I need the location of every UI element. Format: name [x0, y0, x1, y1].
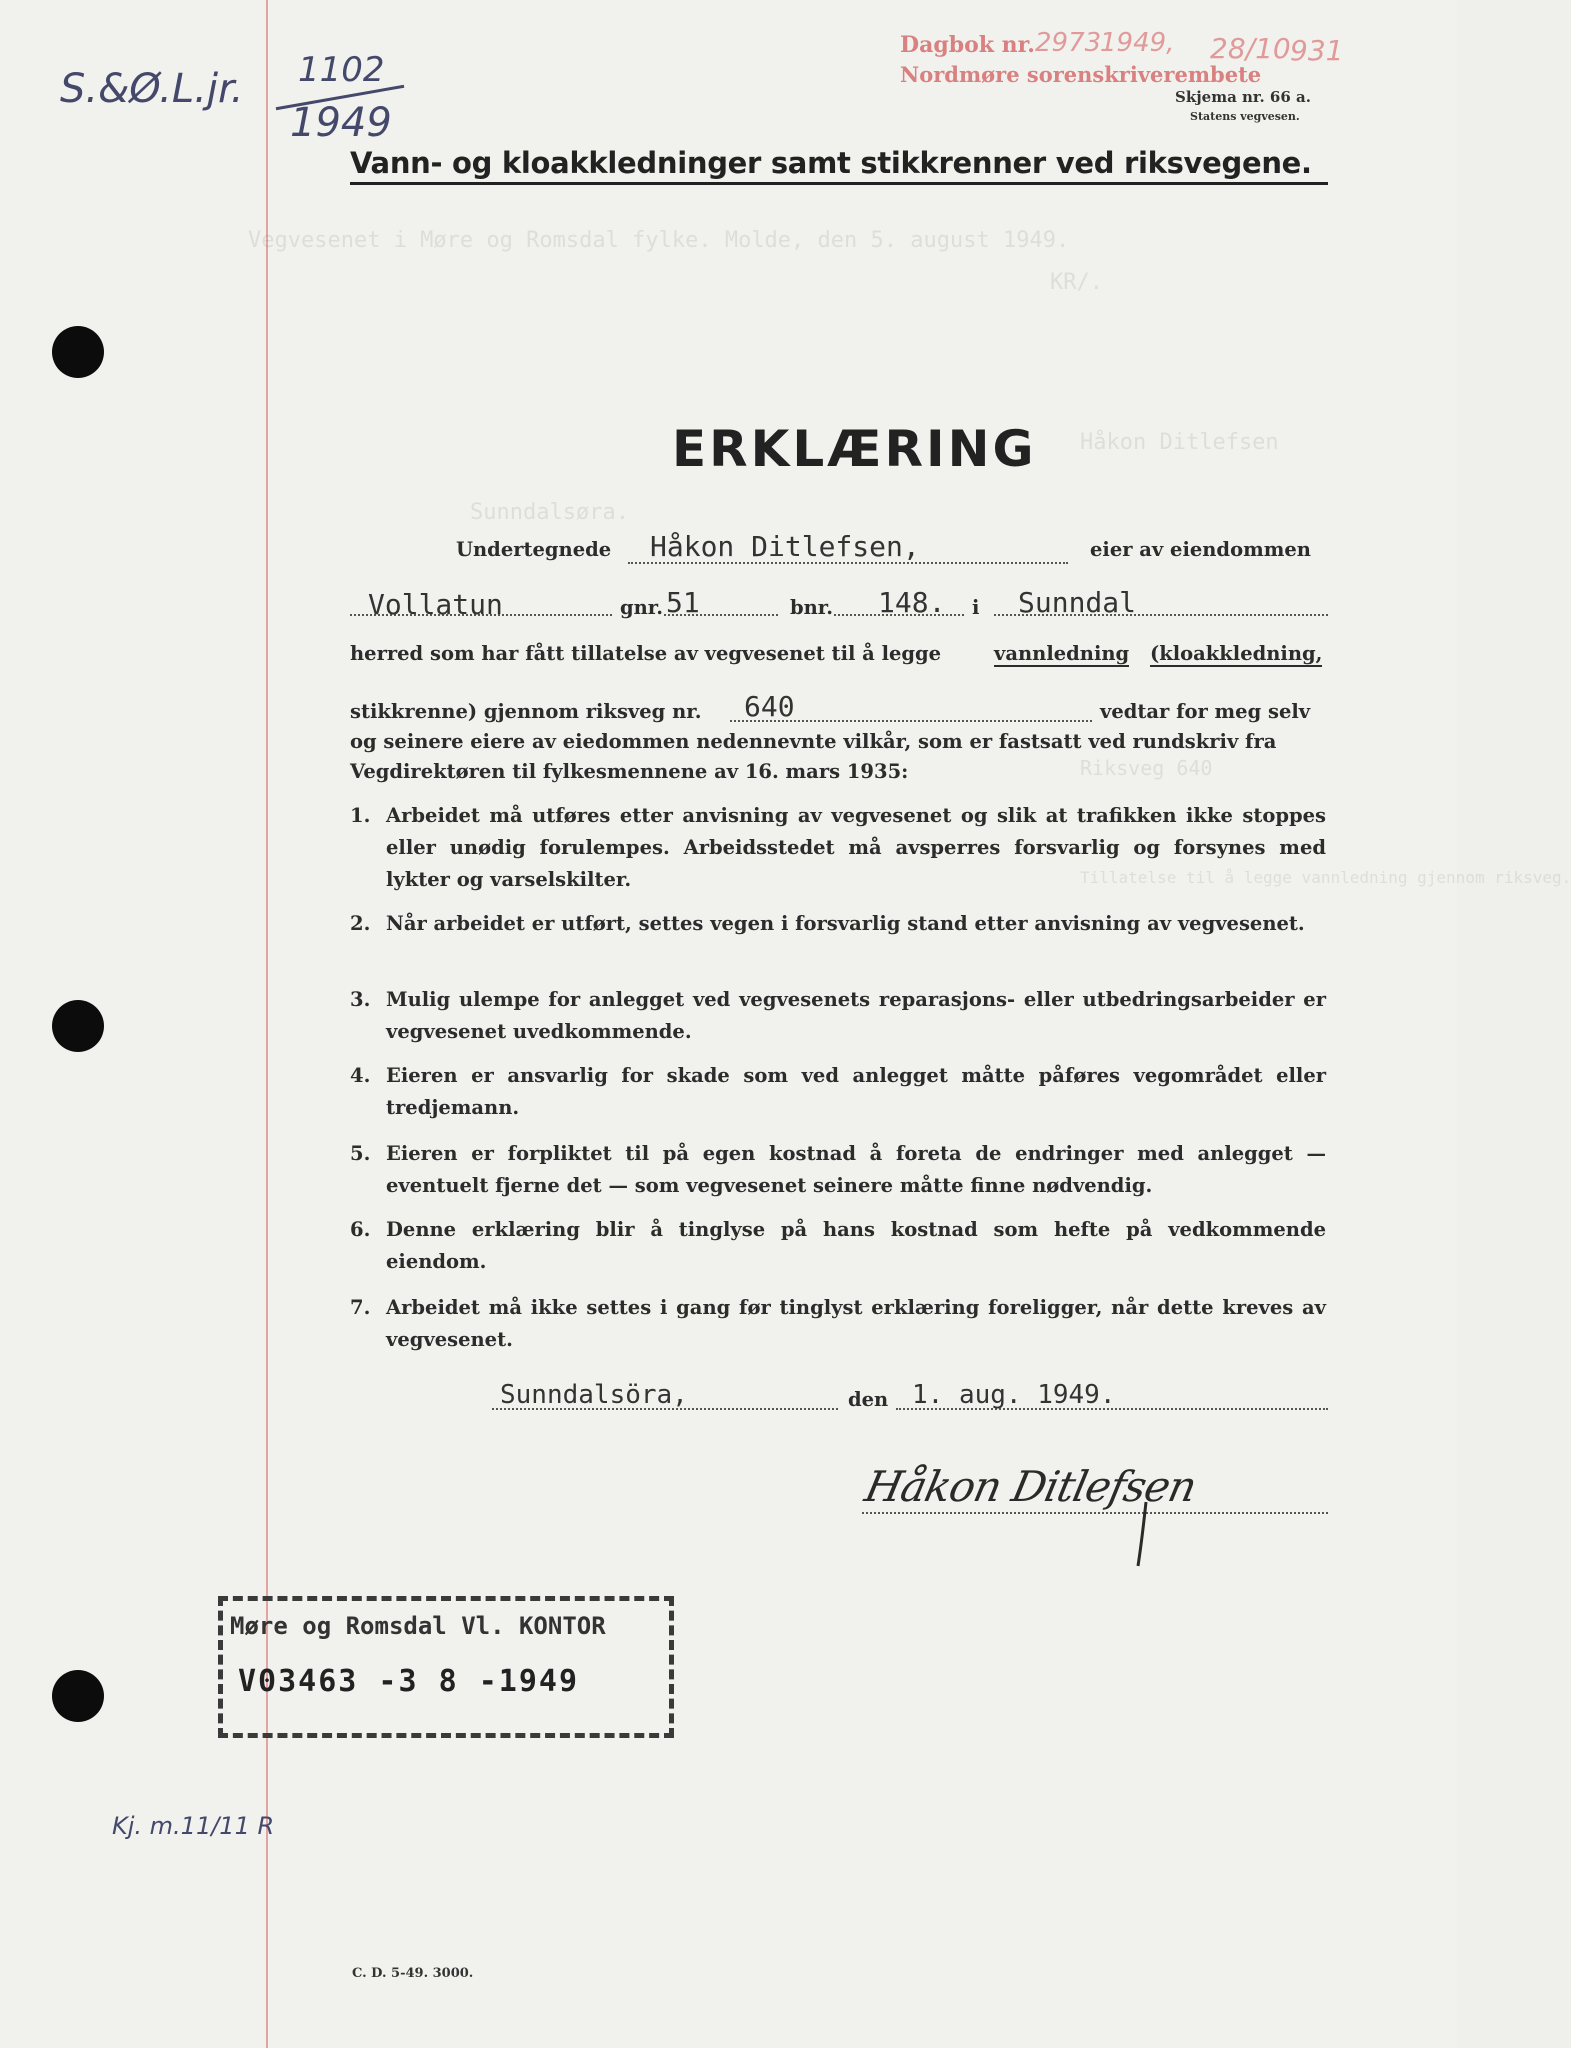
condition-text: Eieren er ansvarlig for skade som ved anlegget måtte påføres vegområdet eller tredjemann.: [386, 1064, 1326, 1119]
punch-hole: [52, 1670, 104, 1722]
dagbok-number: 2973: [1035, 28, 1102, 58]
stamp-office: Møre og Romsdal Vl. KONTOR: [230, 1612, 606, 1640]
stikkrenne-text: stikkrenne) gjennom riksveg nr.: [350, 700, 702, 723]
condition-text: Når arbeidet er utført, settes vegen i forsvarlig stand etter anvisning av vegvesenet.: [386, 912, 1305, 935]
declaration-line-3: Vegdirektøren til fylkesmennene av 16. mars 1935:: [350, 760, 909, 783]
bleed-through-text: KR/.: [1050, 270, 1103, 295]
bleed-through-text: Riksveg 640: [1080, 756, 1213, 780]
gnr-value: 51: [666, 586, 700, 619]
signature-flourish: [1130, 1500, 1160, 1570]
punch-hole: [52, 1000, 104, 1052]
condition-text: Arbeidet må ikke settes i gang før tinglyst erklæring foreligger, når dette kreves av vegvesenet.: [386, 1296, 1326, 1351]
declaration-line-2: og seinere eiere av eiedommen nedennevnte vilkår, som er fastsatt ved rundskriv fra: [350, 730, 1277, 753]
signature-field-line: [862, 1512, 1328, 1514]
dagbok-year: 1949,: [1100, 28, 1175, 58]
undertegnede-label: Undertegnede: [456, 538, 612, 561]
condition-number: 2.: [350, 912, 371, 935]
declarant-name: Håkon Ditlefsen,: [650, 530, 920, 563]
bleed-through-text: Tillatelse til å legge vannledning gjennom riksveg.: [1080, 868, 1571, 887]
journal-number: 1102: [298, 50, 385, 90]
skjema-number: Skjema nr. 66 a.: [1175, 88, 1311, 106]
condition-number: 4.: [350, 1064, 371, 1087]
condition-text: Arbeidet må utføres etter anvisning av vegvesenet og slik at trafikken ikke stoppes eller unødig forulempes. Arbeidsstedet må avsperres forsvarlig og forsynes med lykter og varselskilter.: [386, 804, 1326, 891]
condition-number: 7.: [350, 1296, 371, 1319]
journal-prefix: S.&Ø.L.jr.: [60, 66, 244, 112]
eier-label: eier av eiendommen: [1090, 538, 1311, 561]
signoff-place: Sunndalsöra,: [500, 1380, 688, 1410]
condition-number: 6.: [350, 1218, 371, 1241]
i-label: i: [972, 596, 980, 619]
condition-text: Eieren er forpliktet til på egen kostnad å foreta de endringer med anlegget — eventuelt fjerne det — som vegvesenet seinere måtte finne nødvendig.: [386, 1142, 1326, 1197]
condition-number: 5.: [350, 1142, 371, 1165]
den-label: den: [848, 1388, 889, 1411]
title-rule: [350, 182, 1328, 185]
punch-hole: [52, 326, 104, 378]
vannledning-option: vannledning: [994, 642, 1130, 665]
form-title: Vann- og kloakkledninger samt stikkrenner ved riksvegene.: [350, 146, 1312, 180]
statens-vegvesen: Statens vegvesen.: [1190, 110, 1300, 123]
dagbok-date: 28/10: [1210, 32, 1291, 65]
municipality-name: Sunndal: [1018, 586, 1137, 619]
condition-text: Denne erklæring blir å tinglyse på hans kostnad som hefte på vedkommende eiendom.: [386, 1218, 1326, 1273]
handwritten-note: Kj. m.11/11 R: [112, 1812, 275, 1840]
dagbok-label: Dagbok nr.: [900, 32, 1035, 58]
stamp-number: V03463 -3 8 -1949: [238, 1664, 580, 1699]
signoff-date: 1. aug. 1949.: [912, 1380, 1116, 1410]
bleed-through-text: Sunndalsøra.: [470, 500, 629, 525]
kloakkledning-option: (kloakkledning,: [1150, 642, 1323, 665]
document-heading: ERKLÆRING: [672, 420, 1037, 478]
vedtar-text: vedtar for meg selv: [1100, 700, 1311, 723]
condition-number: 1.: [350, 804, 371, 827]
herred-text: herred som har fått tillatelse av vegvesenet til å legge: [350, 642, 942, 665]
dagbok-folio: 931: [1290, 34, 1344, 67]
office-stamp: Nordmøre sorenskriverembete: [900, 62, 1262, 87]
condition-number: 3.: [350, 988, 371, 1011]
gnr-label: gnr.: [620, 596, 664, 619]
condition-text: Mulig ulempe for anlegget ved vegvesenets reparasjons- eller utbedringsarbeider er vegvesenet uvedkommende.: [386, 988, 1326, 1043]
margin-rule: [266, 0, 268, 2048]
bnr-value: 148.: [878, 586, 946, 619]
riksveg-number: 640: [744, 690, 795, 723]
bleed-through-text: Vegvesenet i Møre og Romsdal fylke. Molde, den 5. august 1949.: [248, 228, 1070, 253]
footer-code: C. D. 5-49. 3000.: [352, 1966, 474, 1981]
signature: Håkon Ditlefsen: [860, 1462, 1201, 1511]
journal-year: 1949: [290, 100, 392, 146]
property-name: Vollatun: [368, 588, 503, 621]
bleed-through-text: Håkon Ditlefsen: [1080, 430, 1279, 455]
bnr-label: bnr.: [790, 596, 834, 619]
